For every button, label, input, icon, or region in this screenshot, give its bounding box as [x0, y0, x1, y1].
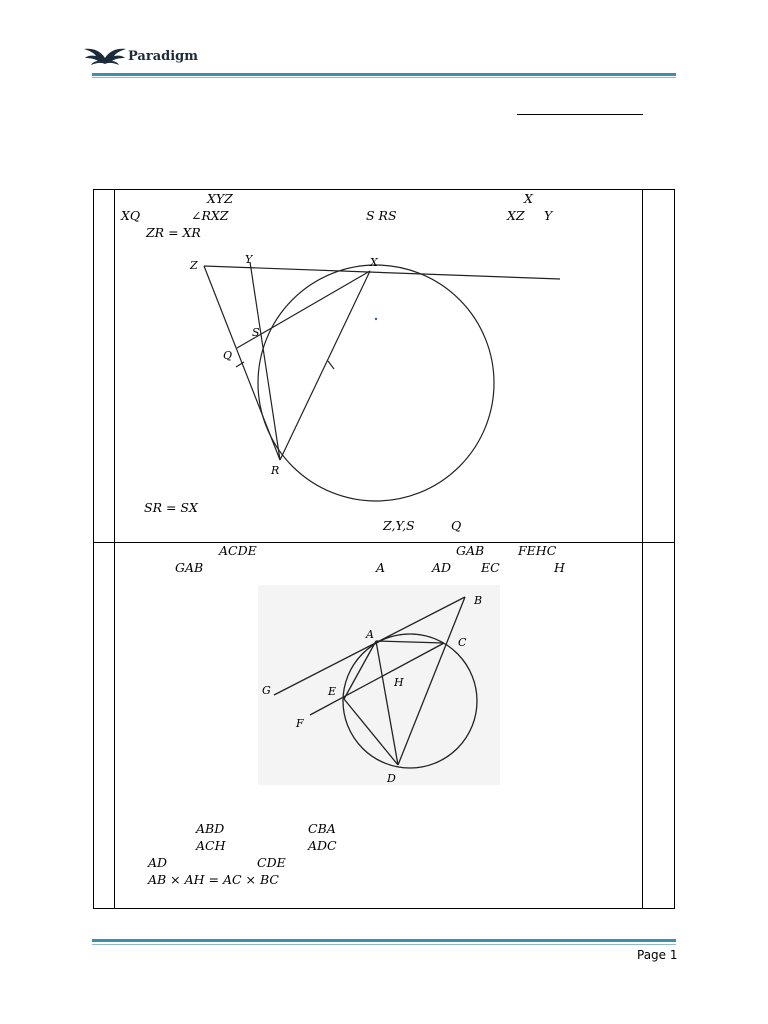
q2-text: H	[554, 560, 565, 575]
q1-text: ZR = XR	[146, 225, 201, 240]
q1-text: SR = SX	[144, 500, 198, 515]
point-label: X	[370, 256, 378, 269]
q2-text: AB × AH = AC × BC	[148, 872, 279, 887]
point-label: Q	[223, 349, 233, 362]
brand-name: Paradigm	[128, 49, 198, 64]
tick-mark	[328, 361, 334, 369]
q1-text: XYZ	[207, 191, 233, 206]
answer-blank-line	[517, 114, 643, 115]
point-label: F	[296, 717, 304, 730]
page-header	[84, 44, 676, 80]
point-label: Z	[190, 259, 198, 272]
q2-text: AD	[148, 855, 168, 870]
q2-text: GAB	[175, 560, 204, 575]
column-divider-right	[642, 190, 643, 908]
q1-text: X	[524, 191, 533, 206]
q1-circle	[258, 265, 494, 501]
q1-text: XQ	[121, 208, 141, 223]
q1-text: ∠RXZ	[191, 208, 229, 223]
point-label: R	[271, 464, 280, 477]
point-label: G	[262, 684, 271, 697]
point-label: C	[458, 636, 467, 649]
point-label: S	[252, 326, 260, 339]
q2-text: EC	[481, 560, 500, 575]
footer-rule	[92, 939, 676, 942]
point-label: H	[394, 676, 404, 689]
q2-text: CBA	[308, 821, 336, 836]
header-rule	[92, 73, 676, 76]
q2-text: FEHC	[518, 543, 557, 558]
page-number: Page 1	[637, 948, 678, 962]
q2-text: GAB	[456, 543, 485, 558]
q2-text: ADC	[308, 838, 337, 853]
winged-logo-icon	[84, 46, 126, 68]
point-label: Y	[245, 253, 253, 266]
point-label: E	[328, 685, 337, 698]
row-divider	[94, 542, 674, 543]
header-rule-thin	[92, 77, 676, 78]
q1-circle-figure	[180, 250, 580, 510]
point-label: D	[387, 772, 396, 785]
q2-circle-figure	[258, 585, 500, 785]
tangent-line	[204, 266, 560, 279]
q2-text: AD	[432, 560, 452, 575]
column-divider-left	[114, 190, 115, 908]
q2-text: A	[376, 560, 386, 575]
q2-text: ACH	[196, 838, 226, 853]
q1-text: Q	[451, 518, 462, 533]
q2-text: ABD	[196, 821, 225, 836]
q2-text: CDE	[257, 855, 286, 870]
point-label: B	[474, 594, 483, 607]
center-dot	[375, 318, 377, 320]
footer-rule-thin	[92, 944, 676, 945]
line-yr	[250, 262, 280, 460]
point-label: A	[366, 628, 374, 641]
q1-text: XZ	[507, 208, 525, 223]
q1-text: S RS	[366, 208, 397, 223]
q1-text: Y	[544, 208, 553, 223]
q1-text: Z,Y,S	[383, 518, 415, 533]
q2-text: ACDE	[219, 543, 257, 558]
